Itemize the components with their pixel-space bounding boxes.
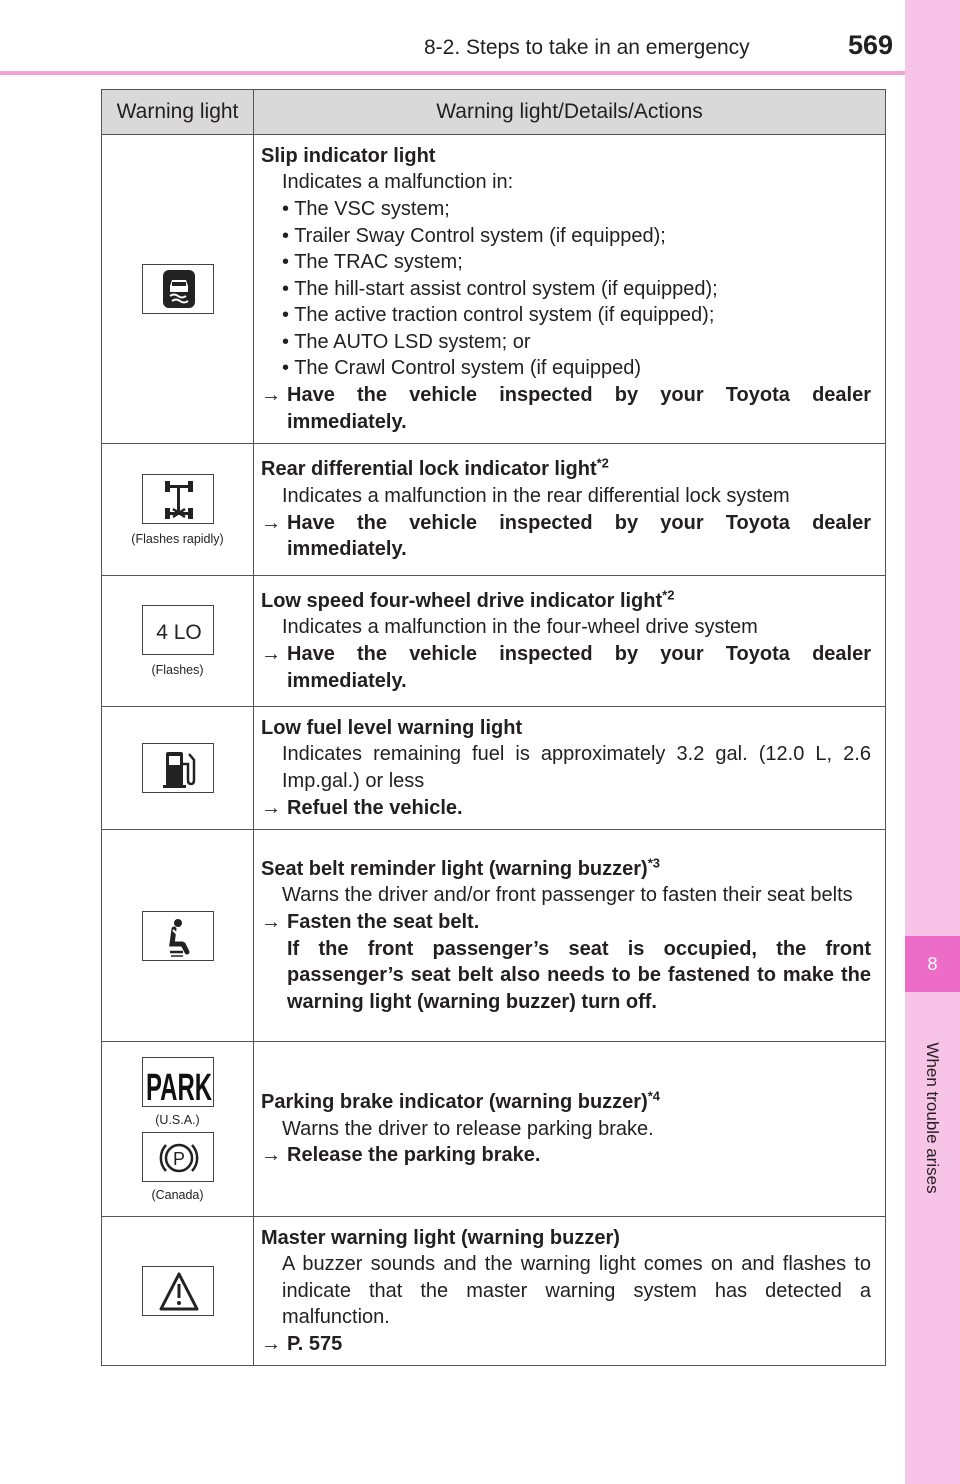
list-item: • The active traction control system (if equipped); bbox=[282, 304, 715, 327]
icon-caption: (Flashes rapidly) bbox=[131, 531, 224, 546]
table-row bbox=[102, 576, 886, 707]
page-number: 569 bbox=[848, 30, 894, 60]
table-row bbox=[102, 1042, 886, 1217]
light-description: Indicates a malfunction in: bbox=[282, 171, 514, 194]
details-cell bbox=[254, 576, 886, 707]
table-row bbox=[102, 707, 886, 830]
header-warning-light: Warning light bbox=[102, 90, 254, 135]
action-text bbox=[261, 909, 871, 936]
light-title: Master warning light (warning buzzer) bbox=[261, 1226, 620, 1249]
light-description: Warns the driver to release parking brake. bbox=[282, 1117, 654, 1140]
action-text bbox=[261, 795, 871, 822]
section-title: 8-2. Steps to take in an emergency bbox=[424, 36, 750, 59]
footnote-ref: *3 bbox=[647, 855, 661, 871]
page-reference-link[interactable]: P. 575 bbox=[287, 1332, 343, 1355]
master-warning-icon bbox=[142, 1266, 214, 1316]
4lo-icon bbox=[142, 605, 214, 655]
header-rule bbox=[0, 71, 905, 75]
arrow-icon: → bbox=[261, 796, 281, 819]
light-title: Slip indicator light bbox=[261, 144, 436, 167]
action-label: Have the vehicle inspected by your Toyota dealer immediately. bbox=[287, 643, 871, 692]
list-item: • The VSC system; bbox=[282, 197, 450, 220]
action-text bbox=[261, 641, 871, 694]
arrow-icon: → bbox=[261, 511, 281, 534]
icon-cell bbox=[102, 707, 254, 830]
light-title: Parking brake indicator (warning buzzer)$^{*4}$ bbox=[261, 1088, 661, 1114]
action-text bbox=[261, 510, 871, 563]
details-cell bbox=[254, 830, 886, 1042]
light-description: A buzzer sounds and the warning light comes on and flashes to indicate that the master warning system has detected a malfunction. bbox=[282, 1253, 871, 1329]
action-text bbox=[261, 1142, 871, 1169]
light-title: Rear differential lock indicator light$^{*2}$ bbox=[261, 455, 609, 481]
action-label: Have the vehicle inspected by your Toyota dealer immediately. bbox=[287, 384, 871, 433]
light-title: Low speed four-wheel drive indicator light$^{*2}$ bbox=[261, 587, 675, 612]
list-item: • Trailer Sway Control system (if equipped); bbox=[282, 224, 666, 247]
table-row bbox=[102, 1217, 886, 1366]
arrow-icon: → bbox=[261, 910, 281, 933]
list-item: • The AUTO LSD system; or bbox=[282, 330, 531, 353]
seat-belt-icon bbox=[142, 911, 214, 961]
action-label: Refuel the vehicle. bbox=[287, 796, 463, 819]
table-row bbox=[102, 444, 886, 576]
light-description: Warns the driver and/or front passenger to fasten their seat belts bbox=[282, 884, 853, 907]
action-subtext: If the front passenger’s seat is occupied, the front passenger’s seat belt also needs to be fastened to make the warning light (warning buzzer) turn off. bbox=[287, 937, 871, 1013]
details-cell bbox=[254, 1217, 886, 1366]
footnote-ref: *2 bbox=[662, 587, 675, 603]
icon-caption: (Canada) bbox=[151, 1187, 204, 1202]
table-row bbox=[102, 830, 886, 1042]
icon-caption: (U.S.A.) bbox=[155, 1112, 200, 1127]
icon-cell bbox=[102, 1217, 254, 1366]
icon-cell bbox=[102, 135, 254, 444]
arrow-icon: → bbox=[261, 1144, 281, 1167]
icon-cell bbox=[102, 830, 254, 1042]
chapter-number-tab[interactable]: 8 bbox=[905, 936, 960, 992]
4lo-icon-text: 4 LO bbox=[155, 621, 202, 644]
action-label: Fasten the seat belt. bbox=[287, 910, 480, 933]
chapter-side-tab bbox=[905, 0, 960, 1484]
warning-light-table bbox=[101, 89, 886, 1366]
arrow-icon: → bbox=[261, 384, 281, 407]
list-item: • The hill-start assist control system (if equipped); bbox=[282, 277, 718, 300]
light-description: Indicates remaining fuel is approximately 3.2 gal. (12.0 L, 2.6 Imp.gal.) or less bbox=[282, 743, 871, 792]
icon-cell bbox=[102, 444, 254, 576]
slip-indicator-icon bbox=[142, 264, 214, 314]
light-description: Indicates a malfunction in the four-wheel drive system bbox=[282, 616, 758, 639]
details-cell bbox=[254, 135, 886, 444]
action-label: Release the parking brake. bbox=[287, 1144, 541, 1167]
details-cell bbox=[254, 707, 886, 830]
fuel-pump-icon bbox=[142, 743, 214, 793]
icon-cell bbox=[102, 576, 254, 707]
action-label: Have the vehicle inspected by your Toyota dealer immediately. bbox=[287, 511, 871, 561]
chapter-title: When trouble arises bbox=[923, 1042, 942, 1194]
table-header-row bbox=[102, 90, 886, 135]
light-description: Indicates a malfunction in the rear differential lock system bbox=[282, 484, 790, 507]
footnote-ref: *2 bbox=[596, 455, 609, 471]
icon-caption: (Flashes) bbox=[151, 663, 204, 677]
parking-brake-p-icon bbox=[142, 1132, 214, 1182]
light-title: Seat belt reminder light (warning buzzer)$^{*3}$ bbox=[261, 855, 661, 880]
park-icon bbox=[142, 1057, 214, 1107]
arrow-icon: → bbox=[261, 1332, 281, 1355]
icon-cell bbox=[102, 1042, 254, 1217]
light-title: Low fuel level warning light bbox=[261, 716, 523, 739]
park-icon-text: PARK bbox=[145, 1066, 212, 1109]
arrow-icon: → bbox=[261, 643, 281, 665]
footnote-ref: *4 bbox=[647, 1088, 661, 1104]
list-item: • The TRAC system; bbox=[282, 251, 463, 274]
header-details-actions: Warning light/Details/Actions bbox=[254, 90, 886, 135]
table-row bbox=[102, 135, 886, 444]
parking-brake-p-text: P bbox=[172, 1148, 185, 1169]
details-cell bbox=[254, 444, 886, 576]
list-item: • The Crawl Control system (if equipped) bbox=[282, 357, 641, 380]
rear-diff-lock-icon bbox=[142, 474, 214, 524]
details-cell bbox=[254, 1042, 886, 1217]
action-text bbox=[261, 1331, 871, 1358]
action-text bbox=[261, 382, 871, 435]
